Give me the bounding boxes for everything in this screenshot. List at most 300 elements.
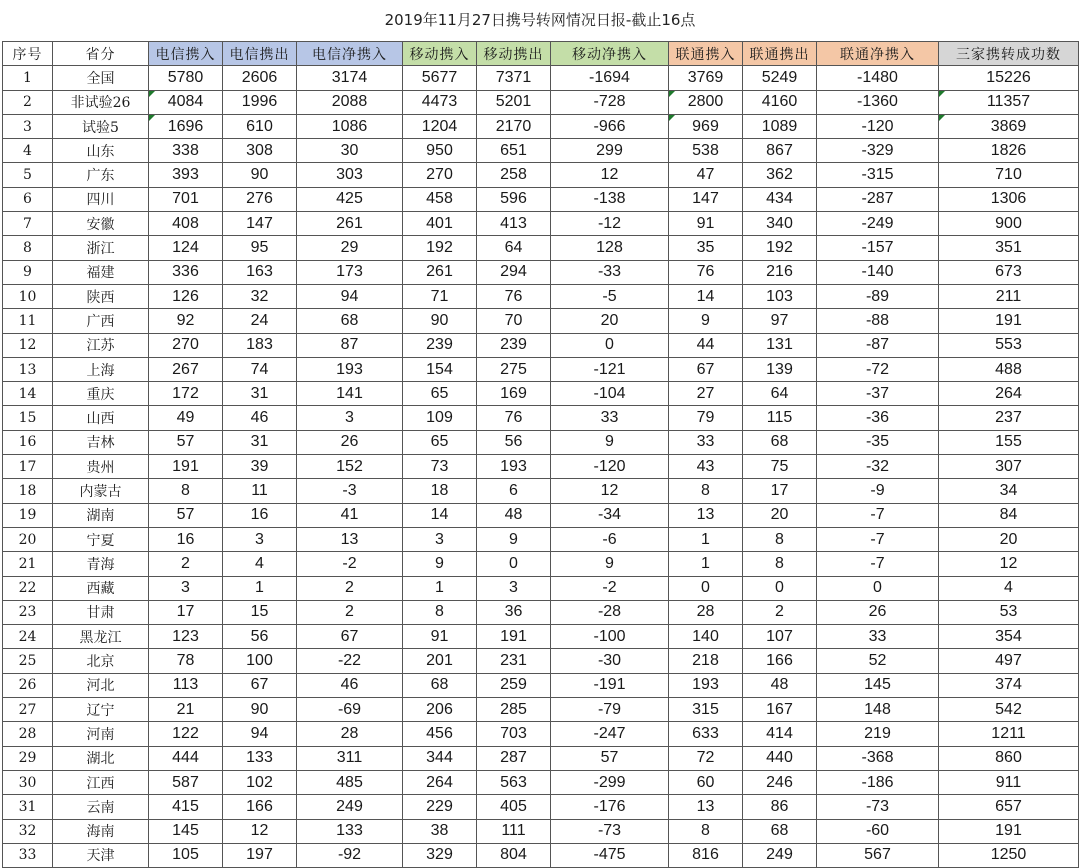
cell-mobile-in[interactable]: 18 xyxy=(403,479,477,503)
cell-unicom-in[interactable]: 33 xyxy=(669,430,743,454)
cell-telecom-net[interactable]: 94 xyxy=(297,284,403,308)
cell-mobile-net[interactable]: -475 xyxy=(551,843,669,867)
cell-mobile-net[interactable]: -30 xyxy=(551,649,669,673)
cell-telecom-net[interactable]: 2 xyxy=(297,576,403,600)
cell-mobile-net[interactable]: 33 xyxy=(551,406,669,430)
cell-mobile-out[interactable]: 7371 xyxy=(477,66,551,90)
cell-telecom-net[interactable]: 485 xyxy=(297,770,403,794)
cell-total-success[interactable]: 374 xyxy=(939,673,1079,697)
cell-mobile-out[interactable]: 294 xyxy=(477,260,551,284)
cell-seq[interactable]: 21 xyxy=(3,552,53,576)
cell-mobile-net[interactable]: 9 xyxy=(551,430,669,454)
cell-telecom-in[interactable]: 701 xyxy=(149,187,223,211)
cell-mobile-net[interactable]: -2 xyxy=(551,576,669,600)
cell-mobile-in[interactable]: 65 xyxy=(403,382,477,406)
cell-unicom-out[interactable]: 131 xyxy=(743,333,817,357)
cell-seq[interactable]: 20 xyxy=(3,527,53,551)
cell-province[interactable]: 内蒙古 xyxy=(53,479,149,503)
cell-province[interactable]: 江西 xyxy=(53,770,149,794)
cell-mobile-out[interactable]: 287 xyxy=(477,746,551,770)
cell-mobile-out[interactable]: 2170 xyxy=(477,114,551,138)
cell-telecom-in[interactable]: 2 xyxy=(149,552,223,576)
cell-total-success[interactable]: 673 xyxy=(939,260,1079,284)
cell-telecom-net[interactable]: 46 xyxy=(297,673,403,697)
cell-total-success[interactable]: 900 xyxy=(939,212,1079,236)
cell-seq[interactable]: 6 xyxy=(3,187,53,211)
cell-total-success[interactable]: 264 xyxy=(939,382,1079,406)
cell-mobile-out[interactable]: 3 xyxy=(477,576,551,600)
cell-mobile-net[interactable]: -247 xyxy=(551,722,669,746)
cell-telecom-in[interactable]: 124 xyxy=(149,236,223,260)
cell-mobile-out[interactable]: 258 xyxy=(477,163,551,187)
cell-seq[interactable]: 10 xyxy=(3,284,53,308)
cell-mobile-out[interactable]: 259 xyxy=(477,673,551,697)
cell-mobile-net[interactable]: -100 xyxy=(551,625,669,649)
cell-telecom-net[interactable]: 249 xyxy=(297,795,403,819)
cell-unicom-net[interactable]: -157 xyxy=(817,236,939,260)
cell-total-success[interactable]: 488 xyxy=(939,357,1079,381)
cell-total-success[interactable]: 11357 xyxy=(939,90,1079,114)
cell-mobile-out[interactable]: 9 xyxy=(477,527,551,551)
cell-province[interactable]: 青海 xyxy=(53,552,149,576)
cell-mobile-in[interactable]: 9 xyxy=(403,552,477,576)
cell-unicom-in[interactable]: 44 xyxy=(669,333,743,357)
cell-telecom-in[interactable]: 267 xyxy=(149,357,223,381)
cell-unicom-in[interactable]: 27 xyxy=(669,382,743,406)
cell-total-success[interactable]: 351 xyxy=(939,236,1079,260)
cell-seq[interactable]: 14 xyxy=(3,382,53,406)
header-mobile-out[interactable]: 移动携出 xyxy=(477,42,551,66)
cell-mobile-net[interactable]: -966 xyxy=(551,114,669,138)
cell-telecom-out[interactable]: 56 xyxy=(223,625,297,649)
cell-telecom-net[interactable]: 133 xyxy=(297,819,403,843)
cell-seq[interactable]: 3 xyxy=(3,114,53,138)
cell-telecom-out[interactable]: 90 xyxy=(223,698,297,722)
cell-unicom-out[interactable]: 139 xyxy=(743,357,817,381)
cell-province[interactable]: 黑龙江 xyxy=(53,625,149,649)
cell-total-success[interactable]: 354 xyxy=(939,625,1079,649)
cell-unicom-in[interactable]: 1 xyxy=(669,552,743,576)
cell-telecom-out[interactable]: 610 xyxy=(223,114,297,138)
cell-telecom-in[interactable]: 5780 xyxy=(149,66,223,90)
cell-telecom-in[interactable]: 393 xyxy=(149,163,223,187)
cell-telecom-net[interactable]: 30 xyxy=(297,139,403,163)
cell-mobile-net[interactable]: -728 xyxy=(551,90,669,114)
cell-mobile-out[interactable]: 76 xyxy=(477,406,551,430)
cell-unicom-in[interactable]: 35 xyxy=(669,236,743,260)
cell-province[interactable]: 湖南 xyxy=(53,503,149,527)
cell-total-success[interactable]: 1826 xyxy=(939,139,1079,163)
cell-telecom-net[interactable]: 2088 xyxy=(297,90,403,114)
cell-telecom-out[interactable]: 3 xyxy=(223,527,297,551)
cell-unicom-net[interactable]: 33 xyxy=(817,625,939,649)
cell-mobile-in[interactable]: 192 xyxy=(403,236,477,260)
cell-mobile-in[interactable]: 229 xyxy=(403,795,477,819)
cell-telecom-net[interactable]: 261 xyxy=(297,212,403,236)
cell-telecom-net[interactable]: 87 xyxy=(297,333,403,357)
cell-province[interactable]: 海南 xyxy=(53,819,149,843)
cell-mobile-out[interactable]: 169 xyxy=(477,382,551,406)
cell-total-success[interactable]: 1306 xyxy=(939,187,1079,211)
cell-seq[interactable]: 2 xyxy=(3,90,53,114)
cell-telecom-in[interactable]: 4084 xyxy=(149,90,223,114)
cell-unicom-net[interactable]: 26 xyxy=(817,600,939,624)
cell-unicom-net[interactable]: -186 xyxy=(817,770,939,794)
cell-telecom-net[interactable]: -22 xyxy=(297,649,403,673)
cell-telecom-in[interactable]: 17 xyxy=(149,600,223,624)
cell-telecom-out[interactable]: 2606 xyxy=(223,66,297,90)
cell-mobile-net[interactable]: -1694 xyxy=(551,66,669,90)
cell-province[interactable]: 山西 xyxy=(53,406,149,430)
cell-mobile-in[interactable]: 68 xyxy=(403,673,477,697)
cell-unicom-net[interactable]: -120 xyxy=(817,114,939,138)
cell-telecom-net[interactable]: 29 xyxy=(297,236,403,260)
cell-mobile-out[interactable]: 36 xyxy=(477,600,551,624)
cell-telecom-out[interactable]: 94 xyxy=(223,722,297,746)
cell-unicom-in[interactable]: 13 xyxy=(669,795,743,819)
cell-mobile-in[interactable]: 950 xyxy=(403,139,477,163)
cell-unicom-in[interactable]: 28 xyxy=(669,600,743,624)
cell-unicom-net[interactable]: -89 xyxy=(817,284,939,308)
cell-unicom-in[interactable]: 47 xyxy=(669,163,743,187)
cell-unicom-out[interactable]: 103 xyxy=(743,284,817,308)
cell-telecom-in[interactable]: 191 xyxy=(149,455,223,479)
cell-unicom-net[interactable]: -7 xyxy=(817,527,939,551)
cell-telecom-in[interactable]: 172 xyxy=(149,382,223,406)
cell-province[interactable]: 全国 xyxy=(53,66,149,90)
cell-unicom-net[interactable]: -35 xyxy=(817,430,939,454)
cell-mobile-in[interactable]: 8 xyxy=(403,600,477,624)
cell-telecom-out[interactable]: 95 xyxy=(223,236,297,260)
cell-seq[interactable]: 30 xyxy=(3,770,53,794)
header-province[interactable]: 省分 xyxy=(53,42,149,66)
cell-seq[interactable]: 1 xyxy=(3,66,53,90)
cell-telecom-in[interactable]: 49 xyxy=(149,406,223,430)
cell-mobile-out[interactable]: 703 xyxy=(477,722,551,746)
cell-unicom-out[interactable]: 5249 xyxy=(743,66,817,90)
cell-telecom-in[interactable]: 415 xyxy=(149,795,223,819)
cell-province[interactable]: 湖北 xyxy=(53,746,149,770)
cell-unicom-in[interactable]: 1 xyxy=(669,527,743,551)
cell-unicom-in[interactable]: 315 xyxy=(669,698,743,722)
cell-telecom-net[interactable]: 68 xyxy=(297,309,403,333)
cell-mobile-in[interactable]: 456 xyxy=(403,722,477,746)
cell-seq[interactable]: 25 xyxy=(3,649,53,673)
cell-total-success[interactable]: 20 xyxy=(939,527,1079,551)
cell-telecom-net[interactable]: 28 xyxy=(297,722,403,746)
cell-total-success[interactable]: 710 xyxy=(939,163,1079,187)
cell-unicom-in[interactable]: 72 xyxy=(669,746,743,770)
cell-mobile-in[interactable]: 329 xyxy=(403,843,477,867)
cell-telecom-net[interactable]: 311 xyxy=(297,746,403,770)
cell-telecom-out[interactable]: 102 xyxy=(223,770,297,794)
cell-total-success[interactable]: 12 xyxy=(939,552,1079,576)
cell-unicom-out[interactable]: 0 xyxy=(743,576,817,600)
cell-mobile-out[interactable]: 804 xyxy=(477,843,551,867)
cell-telecom-out[interactable]: 15 xyxy=(223,600,297,624)
cell-unicom-out[interactable]: 1089 xyxy=(743,114,817,138)
cell-unicom-in[interactable]: 9 xyxy=(669,309,743,333)
cell-mobile-in[interactable]: 38 xyxy=(403,819,477,843)
cell-mobile-net[interactable]: 0 xyxy=(551,333,669,357)
cell-province[interactable]: 浙江 xyxy=(53,236,149,260)
cell-seq[interactable]: 31 xyxy=(3,795,53,819)
cell-mobile-in[interactable]: 401 xyxy=(403,212,477,236)
header-unicom-net[interactable]: 联通净携入 xyxy=(817,42,939,66)
cell-telecom-in[interactable]: 78 xyxy=(149,649,223,673)
cell-mobile-out[interactable]: 193 xyxy=(477,455,551,479)
cell-unicom-in[interactable]: 79 xyxy=(669,406,743,430)
cell-unicom-out[interactable]: 48 xyxy=(743,673,817,697)
cell-telecom-out[interactable]: 32 xyxy=(223,284,297,308)
cell-unicom-out[interactable]: 68 xyxy=(743,819,817,843)
cell-unicom-net[interactable]: 148 xyxy=(817,698,939,722)
cell-telecom-net[interactable]: 1086 xyxy=(297,114,403,138)
cell-unicom-in[interactable]: 2800 xyxy=(669,90,743,114)
cell-unicom-in[interactable]: 193 xyxy=(669,673,743,697)
cell-province[interactable]: 山东 xyxy=(53,139,149,163)
header-mobile-net[interactable]: 移动净携入 xyxy=(551,42,669,66)
cell-unicom-in[interactable]: 816 xyxy=(669,843,743,867)
cell-total-success[interactable]: 553 xyxy=(939,333,1079,357)
cell-telecom-out[interactable]: 163 xyxy=(223,260,297,284)
cell-total-success[interactable]: 191 xyxy=(939,819,1079,843)
cell-seq[interactable]: 29 xyxy=(3,746,53,770)
cell-telecom-net[interactable]: 3174 xyxy=(297,66,403,90)
cell-mobile-in[interactable]: 264 xyxy=(403,770,477,794)
cell-mobile-out[interactable]: 76 xyxy=(477,284,551,308)
cell-mobile-net[interactable]: -28 xyxy=(551,600,669,624)
cell-mobile-out[interactable]: 56 xyxy=(477,430,551,454)
cell-mobile-in[interactable]: 4473 xyxy=(403,90,477,114)
cell-total-success[interactable]: 237 xyxy=(939,406,1079,430)
cell-unicom-net[interactable]: 567 xyxy=(817,843,939,867)
cell-unicom-in[interactable]: 147 xyxy=(669,187,743,211)
cell-seq[interactable]: 17 xyxy=(3,455,53,479)
cell-telecom-out[interactable]: 31 xyxy=(223,382,297,406)
cell-telecom-net[interactable]: -69 xyxy=(297,698,403,722)
cell-telecom-net[interactable]: 141 xyxy=(297,382,403,406)
cell-unicom-net[interactable]: -329 xyxy=(817,139,939,163)
cell-total-success[interactable]: 53 xyxy=(939,600,1079,624)
cell-telecom-out[interactable]: 183 xyxy=(223,333,297,357)
cell-telecom-out[interactable]: 90 xyxy=(223,163,297,187)
cell-total-success[interactable]: 307 xyxy=(939,455,1079,479)
cell-mobile-net[interactable]: 9 xyxy=(551,552,669,576)
cell-unicom-net[interactable]: -36 xyxy=(817,406,939,430)
cell-telecom-in[interactable]: 270 xyxy=(149,333,223,357)
cell-province[interactable]: 西藏 xyxy=(53,576,149,600)
cell-seq[interactable]: 18 xyxy=(3,479,53,503)
cell-province[interactable]: 贵州 xyxy=(53,455,149,479)
cell-mobile-in[interactable]: 1204 xyxy=(403,114,477,138)
cell-mobile-in[interactable]: 458 xyxy=(403,187,477,211)
cell-mobile-net[interactable]: -79 xyxy=(551,698,669,722)
cell-telecom-in[interactable]: 57 xyxy=(149,503,223,527)
cell-province[interactable]: 四川 xyxy=(53,187,149,211)
cell-mobile-net[interactable]: 12 xyxy=(551,163,669,187)
cell-telecom-out[interactable]: 31 xyxy=(223,430,297,454)
cell-telecom-out[interactable]: 46 xyxy=(223,406,297,430)
cell-telecom-net[interactable]: 173 xyxy=(297,260,403,284)
cell-mobile-out[interactable]: 239 xyxy=(477,333,551,357)
cell-unicom-out[interactable]: 362 xyxy=(743,163,817,187)
cell-total-success[interactable]: 1211 xyxy=(939,722,1079,746)
cell-unicom-out[interactable]: 115 xyxy=(743,406,817,430)
cell-mobile-out[interactable]: 405 xyxy=(477,795,551,819)
cell-seq[interactable]: 12 xyxy=(3,333,53,357)
cell-total-success[interactable]: 1250 xyxy=(939,843,1079,867)
cell-unicom-net[interactable]: -72 xyxy=(817,357,939,381)
cell-total-success[interactable]: 911 xyxy=(939,770,1079,794)
cell-seq[interactable]: 4 xyxy=(3,139,53,163)
cell-telecom-out[interactable]: 308 xyxy=(223,139,297,163)
cell-telecom-in[interactable]: 113 xyxy=(149,673,223,697)
cell-province[interactable]: 福建 xyxy=(53,260,149,284)
cell-telecom-net[interactable]: 425 xyxy=(297,187,403,211)
cell-telecom-out[interactable]: 276 xyxy=(223,187,297,211)
cell-telecom-in[interactable]: 57 xyxy=(149,430,223,454)
cell-province[interactable]: 吉林 xyxy=(53,430,149,454)
cell-telecom-in[interactable]: 145 xyxy=(149,819,223,843)
cell-unicom-net[interactable]: -87 xyxy=(817,333,939,357)
cell-province[interactable]: 重庆 xyxy=(53,382,149,406)
cell-mobile-out[interactable]: 413 xyxy=(477,212,551,236)
cell-telecom-net[interactable]: 13 xyxy=(297,527,403,551)
header-total-success[interactable]: 三家携转成功数 xyxy=(939,42,1079,66)
cell-telecom-in[interactable]: 8 xyxy=(149,479,223,503)
cell-mobile-net[interactable]: 299 xyxy=(551,139,669,163)
cell-mobile-in[interactable]: 344 xyxy=(403,746,477,770)
cell-unicom-out[interactable]: 64 xyxy=(743,382,817,406)
cell-province[interactable]: 云南 xyxy=(53,795,149,819)
cell-unicom-out[interactable]: 246 xyxy=(743,770,817,794)
cell-mobile-out[interactable]: 5201 xyxy=(477,90,551,114)
cell-mobile-net[interactable]: -120 xyxy=(551,455,669,479)
cell-total-success[interactable]: 4 xyxy=(939,576,1079,600)
cell-telecom-out[interactable]: 24 xyxy=(223,309,297,333)
cell-mobile-net[interactable]: -176 xyxy=(551,795,669,819)
cell-mobile-out[interactable]: 596 xyxy=(477,187,551,211)
cell-unicom-out[interactable]: 340 xyxy=(743,212,817,236)
cell-mobile-net[interactable]: 128 xyxy=(551,236,669,260)
cell-telecom-out[interactable]: 197 xyxy=(223,843,297,867)
cell-province[interactable]: 河北 xyxy=(53,673,149,697)
cell-unicom-net[interactable]: -140 xyxy=(817,260,939,284)
cell-province[interactable]: 非试验26 xyxy=(53,90,149,114)
cell-telecom-in[interactable]: 444 xyxy=(149,746,223,770)
cell-unicom-in[interactable]: 633 xyxy=(669,722,743,746)
cell-mobile-out[interactable]: 64 xyxy=(477,236,551,260)
cell-seq[interactable]: 28 xyxy=(3,722,53,746)
cell-unicom-in[interactable]: 8 xyxy=(669,819,743,843)
cell-unicom-net[interactable]: 145 xyxy=(817,673,939,697)
cell-telecom-out[interactable]: 133 xyxy=(223,746,297,770)
cell-telecom-in[interactable]: 336 xyxy=(149,260,223,284)
cell-mobile-net[interactable]: -12 xyxy=(551,212,669,236)
cell-unicom-net[interactable]: -7 xyxy=(817,503,939,527)
cell-unicom-net[interactable]: -249 xyxy=(817,212,939,236)
cell-province[interactable]: 天津 xyxy=(53,843,149,867)
cell-telecom-out[interactable]: 147 xyxy=(223,212,297,236)
cell-mobile-out[interactable]: 231 xyxy=(477,649,551,673)
cell-mobile-net[interactable]: -73 xyxy=(551,819,669,843)
cell-telecom-in[interactable]: 126 xyxy=(149,284,223,308)
cell-province[interactable]: 江苏 xyxy=(53,333,149,357)
cell-mobile-in[interactable]: 3 xyxy=(403,527,477,551)
cell-unicom-in[interactable]: 140 xyxy=(669,625,743,649)
cell-mobile-out[interactable]: 48 xyxy=(477,503,551,527)
cell-province[interactable]: 河南 xyxy=(53,722,149,746)
cell-total-success[interactable]: 211 xyxy=(939,284,1079,308)
cell-mobile-net[interactable]: 12 xyxy=(551,479,669,503)
cell-mobile-in[interactable]: 206 xyxy=(403,698,477,722)
cell-telecom-out[interactable]: 4 xyxy=(223,552,297,576)
cell-mobile-in[interactable]: 73 xyxy=(403,455,477,479)
cell-telecom-net[interactable]: 303 xyxy=(297,163,403,187)
cell-province[interactable]: 辽宁 xyxy=(53,698,149,722)
cell-total-success[interactable]: 497 xyxy=(939,649,1079,673)
cell-mobile-net[interactable]: -191 xyxy=(551,673,669,697)
cell-unicom-out[interactable]: 20 xyxy=(743,503,817,527)
cell-telecom-out[interactable]: 16 xyxy=(223,503,297,527)
cell-unicom-net[interactable]: -1360 xyxy=(817,90,939,114)
cell-seq[interactable]: 33 xyxy=(3,843,53,867)
cell-unicom-out[interactable]: 440 xyxy=(743,746,817,770)
cell-mobile-out[interactable]: 191 xyxy=(477,625,551,649)
cell-unicom-net[interactable]: -287 xyxy=(817,187,939,211)
cell-unicom-in[interactable]: 43 xyxy=(669,455,743,479)
cell-unicom-out[interactable]: 216 xyxy=(743,260,817,284)
cell-mobile-net[interactable]: -138 xyxy=(551,187,669,211)
cell-unicom-in[interactable]: 8 xyxy=(669,479,743,503)
cell-seq[interactable]: 9 xyxy=(3,260,53,284)
cell-telecom-net[interactable]: 193 xyxy=(297,357,403,381)
cell-mobile-in[interactable]: 90 xyxy=(403,309,477,333)
cell-mobile-in[interactable]: 270 xyxy=(403,163,477,187)
cell-mobile-out[interactable]: 563 xyxy=(477,770,551,794)
cell-unicom-in[interactable]: 969 xyxy=(669,114,743,138)
cell-telecom-in[interactable]: 105 xyxy=(149,843,223,867)
cell-seq[interactable]: 26 xyxy=(3,673,53,697)
cell-province[interactable]: 甘肃 xyxy=(53,600,149,624)
cell-mobile-out[interactable]: 651 xyxy=(477,139,551,163)
cell-unicom-out[interactable]: 107 xyxy=(743,625,817,649)
cell-unicom-out[interactable]: 167 xyxy=(743,698,817,722)
cell-unicom-net[interactable]: -1480 xyxy=(817,66,939,90)
cell-telecom-net[interactable]: 41 xyxy=(297,503,403,527)
cell-unicom-in[interactable]: 13 xyxy=(669,503,743,527)
cell-total-success[interactable]: 84 xyxy=(939,503,1079,527)
header-unicom-out[interactable]: 联通携出 xyxy=(743,42,817,66)
cell-telecom-out[interactable]: 74 xyxy=(223,357,297,381)
cell-unicom-in[interactable]: 14 xyxy=(669,284,743,308)
cell-unicom-out[interactable]: 166 xyxy=(743,649,817,673)
cell-mobile-net[interactable]: -121 xyxy=(551,357,669,381)
header-telecom-out[interactable]: 电信携出 xyxy=(223,42,297,66)
cell-telecom-in[interactable]: 123 xyxy=(149,625,223,649)
cell-telecom-in[interactable]: 408 xyxy=(149,212,223,236)
cell-telecom-in[interactable]: 122 xyxy=(149,722,223,746)
cell-telecom-out[interactable]: 12 xyxy=(223,819,297,843)
cell-unicom-in[interactable]: 3769 xyxy=(669,66,743,90)
cell-telecom-net[interactable]: -92 xyxy=(297,843,403,867)
cell-telecom-out[interactable]: 11 xyxy=(223,479,297,503)
cell-seq[interactable]: 27 xyxy=(3,698,53,722)
cell-telecom-net[interactable]: 2 xyxy=(297,600,403,624)
cell-telecom-net[interactable]: 26 xyxy=(297,430,403,454)
cell-province[interactable]: 试验5 xyxy=(53,114,149,138)
